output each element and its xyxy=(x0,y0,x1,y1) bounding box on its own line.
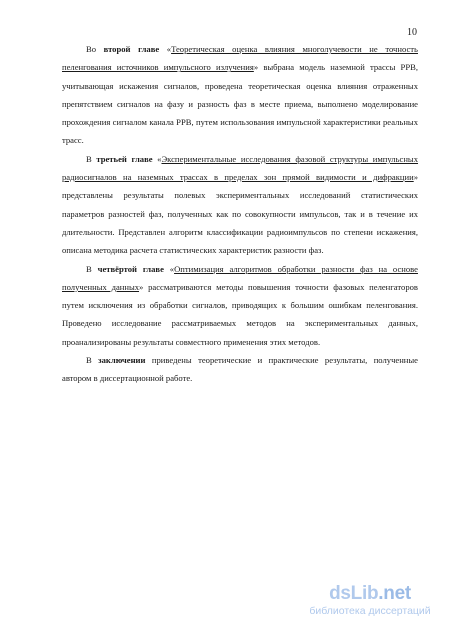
paragraph-chapter-3 xyxy=(62,150,418,260)
chapter-title: Теоретическая оценка влияния многолучевости не точность пеленгования источников импульсного излучения xyxy=(62,44,418,73)
paragraph-conclusion xyxy=(62,351,418,388)
chapter-label: второй главе xyxy=(103,44,160,54)
watermark-wordmark xyxy=(300,583,440,605)
watermark-logo-name: dsLib xyxy=(329,583,379,604)
chapter-title: Экспериментальные исследования фазовой структуры импульсных радиосигналов на наземных трассах в пределах зон прямой видимости и дифракции xyxy=(62,153,419,183)
text-segment: В xyxy=(86,263,98,274)
text-segment: » представлены результаты полевых экспериментальных исследований статистических параметров разностей фаз, полученных как по совокупности импульсов, так и в течение их длительности. Представлен алгоритм классификации радиоимпульсов по степени искажения, описана методика расчета статистических характеристик разности фаз. xyxy=(62,172,418,256)
page-number: 10 xyxy=(407,27,417,38)
text-segment: « xyxy=(163,263,175,274)
text-segment: » рассматриваются методы повышения точности фазовых пеленгаторов путем исключения из обработки сигналов, приводящих к большим ошибкам пеленгования. Проведено исследование рассматриваемых методов на экспериментальных данных, проанализированы результаты совместного применения этих методов. xyxy=(62,281,418,347)
watermark-logo xyxy=(300,583,440,618)
text-segment: Во xyxy=(86,44,104,54)
chapter-label: четвёртой главе xyxy=(97,263,164,274)
text-segment: » выбрана модель наземной трассы РРВ, учитывающая искажения сигналов, проведена теоретическая оценка влияния отраженных препятствием сигналов на фазу и разность фаз в месте приема, выполнено моделирование прохождения сигналом канала РРВ, путем использования импульсной характеристики реальных трасс. xyxy=(62,62,418,146)
paragraph-chapter-2 xyxy=(62,40,418,150)
text-segment: приведены теоретические и практические результаты, полученные автором в диссертационной работе. xyxy=(62,355,418,384)
document-body xyxy=(62,40,418,388)
text-segment: В xyxy=(86,153,97,164)
chapter-title: Оптимизация алгоритмов обработки разности фаз на основе полученных данных xyxy=(62,263,418,292)
watermark-tagline: библиотека диссертаций xyxy=(309,605,431,617)
text-segment: « xyxy=(159,44,172,54)
conclusion-label: заключении xyxy=(98,355,146,366)
text-segment: « xyxy=(152,153,162,164)
watermark-logo-domain: .net xyxy=(378,583,411,604)
chapter-label: третьей главе xyxy=(96,153,153,164)
paragraph-chapter-4 xyxy=(62,260,418,351)
text-segment: В xyxy=(86,355,99,366)
